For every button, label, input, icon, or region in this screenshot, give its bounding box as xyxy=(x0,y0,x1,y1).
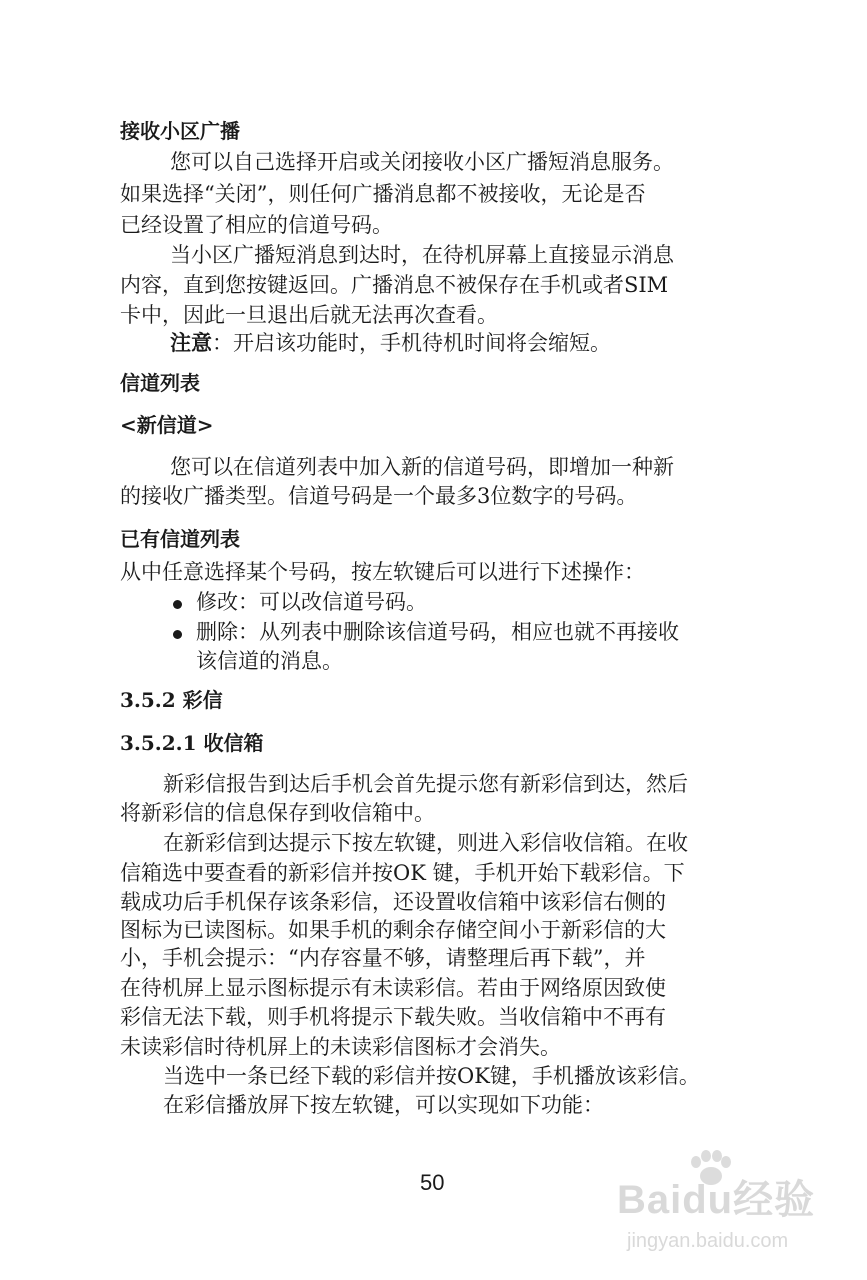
heading-mms-inbox: 3.5.2.1 收信箱 xyxy=(120,731,264,755)
heading-channel-list: 信道列表 xyxy=(120,371,200,395)
paragraph-line: 当选中一条已经下载的彩信并按OK键，手机播放该彩信。 xyxy=(163,1064,700,1088)
watermark-url: jingyan.baidu.com xyxy=(627,1230,789,1252)
paragraph-line: 新彩信报告到达后手机会首先提示您有新彩信到达，然后 xyxy=(163,772,688,796)
watermark-logo: Baidu经验 xyxy=(617,1178,816,1222)
paragraph-line: 您可以自己选择开启或关闭接收小区广播短消息服务。 xyxy=(170,150,674,174)
paragraph-line: 未读彩信时待机屏上的未读彩信图标才会消失。 xyxy=(120,1035,561,1059)
paragraph-line: 卡中，因此一旦退出后就无法再次查看。 xyxy=(120,303,498,327)
bullet-icon xyxy=(173,630,182,639)
list-item-continuation: 该信道的消息。 xyxy=(196,649,343,673)
paragraph-line: 内容，直到您按键返回。广播消息不被保存在手机或者SIM xyxy=(120,273,669,297)
heading-mms: 3.5.2 彩信 xyxy=(120,688,223,712)
subheading-new-channel: <新信道> xyxy=(120,413,214,437)
paragraph-line: 在待机屏上显示图标提示有未读彩信。若由于网络原因致使 xyxy=(120,976,666,1000)
paragraph-line: 如果选择“关闭”，则任何广播消息都不被接收，无论是否 xyxy=(120,182,646,206)
paragraph-line: 您可以在信道列表中加入新的信道号码，即增加一种新 xyxy=(170,455,674,479)
heading-existing-channels: 已有信道列表 xyxy=(120,527,240,551)
paragraph-line: 小，手机会提示：“内存容量不够，请整理后再下载”，并 xyxy=(120,946,646,970)
paragraph-line: 彩信无法下载，则手机将提示下载失败。当收信箱中不再有 xyxy=(120,1005,666,1029)
bullet-icon xyxy=(173,600,182,609)
page-number: 50 xyxy=(420,1170,445,1195)
paragraph-line: 已经设置了相应的信道号码。 xyxy=(120,213,393,237)
list-item: 删除：从列表中删除该信道号码，相应也就不再接收 xyxy=(196,620,679,644)
paragraph-line: 从中任意选择某个号码，按左软键后可以进行下述操作： xyxy=(120,560,645,584)
paragraph-line: 当小区广播短消息到达时，在待机屏幕上直接显示消息 xyxy=(170,243,674,267)
heading-cell-broadcast: 接收小区广播 xyxy=(120,119,240,143)
paragraph-line: 在彩信播放屏下按左软键，可以实现如下功能： xyxy=(163,1093,604,1117)
paragraph-line: 在新彩信到达提示下按左软键，则进入彩信收信箱。在收 xyxy=(163,831,688,855)
paragraph-line: 的接收广播类型。信道号码是一个最多3位数字的号码。 xyxy=(120,484,638,508)
paragraph-line: 载成功后手机保存该条彩信，还设置收信箱中该彩信右侧的 xyxy=(120,890,666,914)
paragraph-line: 将新彩信的信息保存到收信箱中。 xyxy=(120,801,435,825)
paragraph-line: 图标为已读图标。如果手机的剩余存储空间小于新彩信的大 xyxy=(120,918,666,942)
note xyxy=(170,330,611,357)
list-item: 修改：可以改信道号码。 xyxy=(196,590,427,614)
baidu-watermark xyxy=(617,1150,817,1260)
note-label: 注意 xyxy=(170,331,212,355)
note-text: ：开启该功能时，手机待机时间将会缩短。 xyxy=(212,331,611,355)
paragraph-line: 信箱选中要查看的新彩信并按OK 键，手机开始下载彩信。下 xyxy=(120,861,685,885)
